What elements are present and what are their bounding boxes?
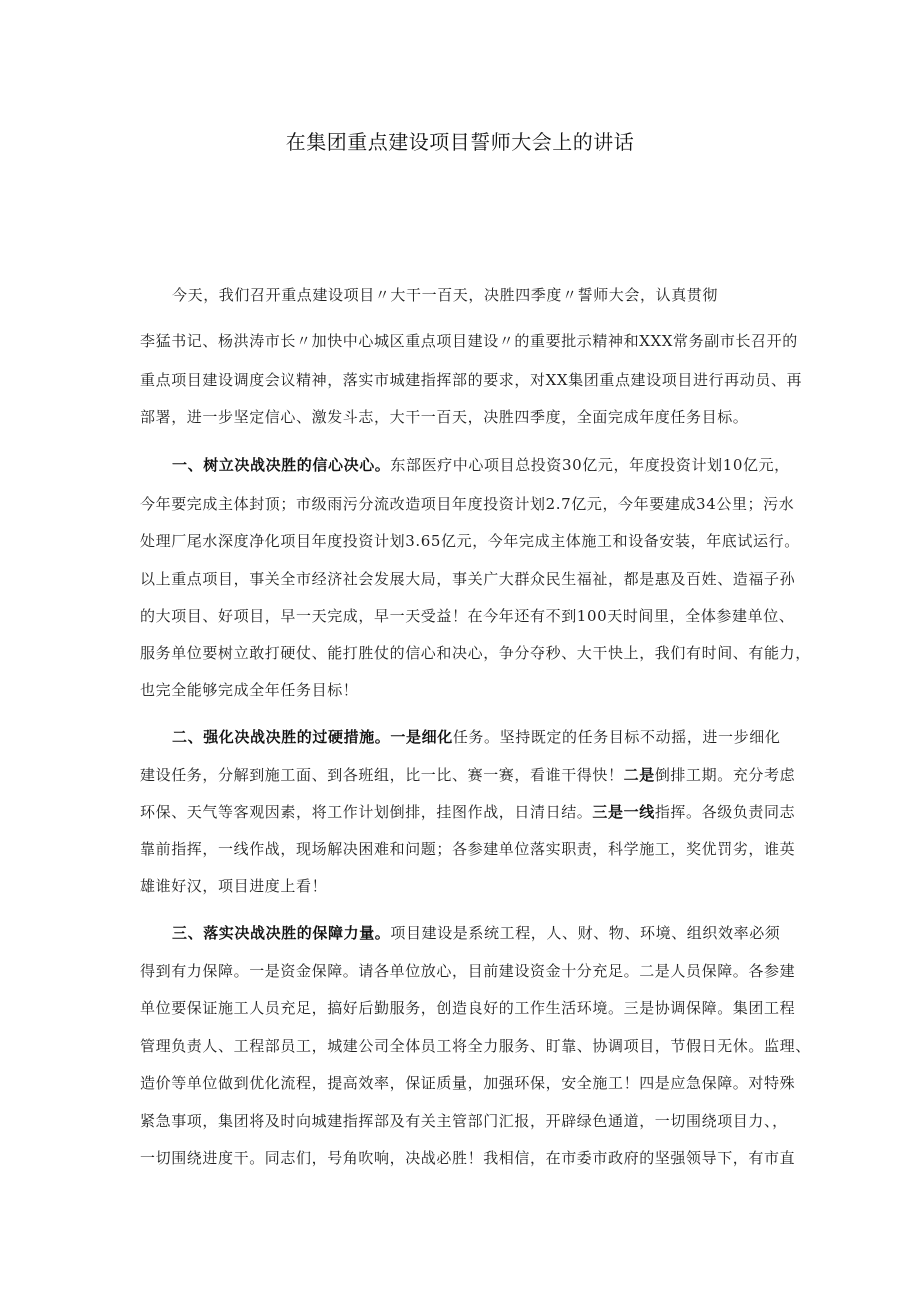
paragraph-3-line-4: 靠前指挥，一线作战，现场解决困难和问题；各参建单位落实职责，科学施工，奖优罚劣，谁英 [140,840,796,858]
paragraph-3-line-1-text: 任务。坚持既定的任务目标不动摇，进一步细化 [452,728,781,746]
paragraph-1-line-3: 重点项目建设调度会议精神，落实市城建指挥部的要求，对XX集团重点建设项目进行再动员、再 [140,371,803,389]
paragraph-2-line-3: 处理厂尾水深度净化项目年度投资计划3.65亿元，今年完成主体施工和设备安装，年底试运行。 [140,532,800,550]
sub-point-1: 一是细化 [390,728,453,746]
section-3-heading: 三、落实决战决胜的保障力量。 [172,924,391,942]
paragraph-2-line-6: 服务单位要树立敢打硬仗、能打胜仗的信心和决心，争分夺秒、大干快上，我们有时间、有能力， [140,644,811,662]
paragraph-3-line-1 [172,727,782,747]
paragraph-2-line-1 [172,455,790,475]
paragraph-4-line-4: 管理负责人、工程部员工，城建公司全体员工将全力服务、盯靠、协调项目，节假日无休。监理、 [140,1037,811,1055]
paragraph-4-line-7: 一切围绕进度干。同志们，号角吹响，决战必胜！我相信，在市委市政府的坚强领导下，有市直 [140,1149,796,1167]
paragraph-4-line-3: 单位要保证施工人员充足，搞好后勤服务，创造良好的工作生活环境。三是协调保障。集团工程 [140,999,796,1017]
paragraph-2-line-7: 也完全能够完成全年任务目标！ [140,681,359,699]
paragraph-4-line-6: 紧急事项，集团将及时向城建指挥部及有关主管部门汇报，开辟绿色通道，一切围绕项目力、， [140,1112,788,1130]
paragraph-3-line-3 [140,802,796,822]
paragraph-2-line-1-text: 东部医疗中心项目总投资30亿元，年度投资计划10亿元， [390,456,790,474]
paragraph-2-line-2: 今年要完成主体封顶；市级雨污分流改造项目年度投资计划2.7亿元，今年要建成34公里；污水 [140,495,795,513]
section-2-heading: 二、强化决战决胜的过硬措施。 [172,728,391,746]
paragraph-4-line-1 [172,923,782,943]
document-title: 在集团重点建设项目誓师大会上的讲话 [285,130,635,154]
paragraph-1-line-4: 部署，进一步坚定信心、激发斗志，大干一百天，决胜四季度，全面完成年度任务目标。 [140,408,749,426]
paragraph-3-line-2-text-a: 建设任务，分解到施工面、到各班组，比一比、赛一赛，看谁干得快！ [140,766,624,784]
paragraph-4-line-2: 得到有力保障。一是资金保障。请各单位放心，目前建设资金十分充足。二是人员保障。各参建 [140,962,796,980]
paragraph-4-line-5: 造价等单位做到优化流程，提高效率，保证质量，加强环保，安全施工！四是应急保障。对特殊 [140,1074,796,1092]
paragraph-3-line-2-text-b: 倒排工期。充分考虑 [654,766,796,784]
paragraph-2-line-5: 的大项目、好项目，早一天完成，早一天受益！在今年还有不到100天时间里，全体参建单位、 [140,607,795,625]
paragraph-4-line-1-text: 项目建设是系统工程，人、财、物、环境、组织效率必须 [390,924,781,942]
sub-point-2: 二是 [623,766,655,784]
paragraph-2-line-4: 以上重点项目，事关全市经济社会发展大局，事关广大群众民生福祉，都是惠及百姓、造福子孙 [140,570,796,588]
paragraph-3-line-3-text-a: 环保、天气等客观因素，将工作计划倒排，挂图作战，日清日结。 [140,803,593,821]
paragraph-3-line-5: 雄谁好汉，项目进度上看！ [140,877,328,895]
sub-point-3: 三是一线 [592,803,655,821]
section-1-heading: 一、树立决战决胜的信心决心。 [172,456,391,474]
paragraph-3-line-3-text-b: 指挥。各级负责同志 [654,803,796,821]
paragraph-3-line-2 [140,765,796,785]
paragraph-1-line-1: 今天，我们召开重点建设项目〃大干一百天，决胜四季度〃誓师大会，认真贯彻 [172,286,719,304]
paragraph-1-line-2: 李猛书记、杨洪涛市长〃加快中心城区重点项目建设〃的重要批示精神和XXX常务副市长召开的 [140,332,798,350]
